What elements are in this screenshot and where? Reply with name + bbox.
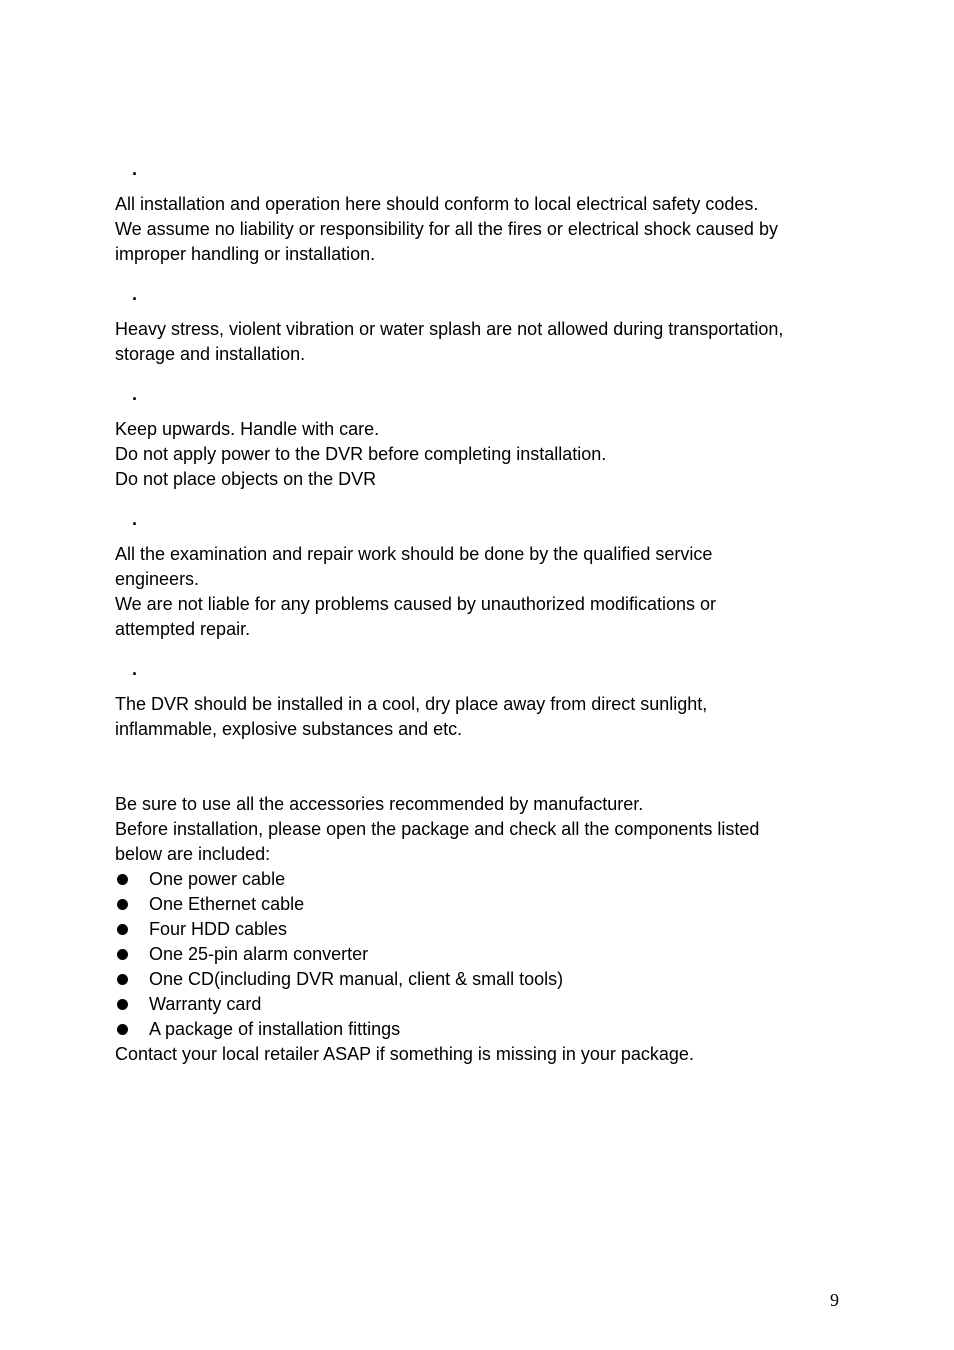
bullet-icon — [117, 1024, 128, 1035]
text-line: Do not apply power to the DVR before completing installation. — [115, 444, 607, 464]
section-marker: . — [132, 659, 138, 679]
section-repair — [115, 542, 845, 642]
section-marker: . — [132, 159, 138, 179]
paragraph — [115, 192, 845, 267]
section-environment — [115, 692, 845, 742]
page-number: 9 — [830, 1290, 839, 1310]
text-line: attempted repair. — [115, 619, 251, 639]
section-electrical-safety — [115, 192, 845, 267]
text-line: Keep upwards. Handle with care. — [115, 419, 380, 439]
list-item — [115, 917, 845, 942]
list-item — [115, 967, 845, 992]
list-item — [115, 942, 845, 967]
text-line: All the examination and repair work should be done by the qualified service — [115, 544, 713, 564]
section-accessories — [115, 792, 845, 1067]
accessories-intro — [115, 792, 845, 867]
list-item-label: One CD(including DVR manual, client & small tools) — [149, 969, 564, 989]
list-item — [115, 867, 845, 892]
text-line: Contact your local retailer ASAP if something is missing in your package. — [115, 1044, 694, 1064]
list-item-label: A package of installation fittings — [149, 1019, 401, 1039]
bullet-icon — [117, 949, 128, 960]
paragraph — [115, 317, 845, 367]
accessories-closing — [115, 1042, 845, 1067]
list-item — [115, 992, 845, 1017]
section-transportation — [115, 317, 845, 367]
text-line: We are not liable for any problems caused by unauthorized modifications or — [115, 594, 716, 614]
list-item-label: One Ethernet cable — [149, 894, 305, 914]
text-line: Be sure to use all the accessories recommended by manufacturer. — [115, 794, 644, 814]
bullet-icon — [117, 899, 128, 910]
bullet-icon — [117, 924, 128, 935]
text-line: Do not place objects on the DVR — [115, 469, 377, 489]
text-line: All installation and operation here should conform to local electrical safety codes. — [115, 194, 759, 214]
section-installation — [115, 417, 845, 492]
paragraph — [115, 417, 845, 492]
paragraph — [115, 542, 845, 642]
list-item-label: Warranty card — [149, 994, 262, 1014]
list-item — [115, 892, 845, 917]
paragraph — [115, 692, 845, 742]
accessories-list — [115, 867, 845, 1042]
bullet-icon — [117, 874, 128, 885]
text-line: inflammable, explosive substances and etc. — [115, 719, 463, 739]
section-marker: . — [132, 284, 138, 304]
list-item-label: One 25-pin alarm converter — [149, 944, 369, 964]
section-marker: . — [132, 509, 138, 529]
text-line: The DVR should be installed in a cool, dry place away from direct sunlight, — [115, 694, 708, 714]
text-line: We assume no liability or responsibility for all the fires or electrical shock caused by — [115, 219, 778, 239]
list-item-label: One power cable — [149, 869, 286, 889]
text-line: below are included: — [115, 844, 271, 864]
bullet-icon — [117, 999, 128, 1010]
list-item-label: Four HDD cables — [149, 919, 288, 939]
section-marker: . — [132, 384, 138, 404]
bullet-icon — [117, 974, 128, 985]
list-item — [115, 1017, 845, 1042]
text-line: Before installation, please open the package and check all the components listed — [115, 819, 760, 839]
text-line: improper handling or installation. — [115, 244, 376, 264]
text-line: engineers. — [115, 569, 200, 589]
text-line: Heavy stress, violent vibration or water splash are not allowed during transportation, — [115, 319, 784, 339]
text-line: storage and installation. — [115, 344, 306, 364]
